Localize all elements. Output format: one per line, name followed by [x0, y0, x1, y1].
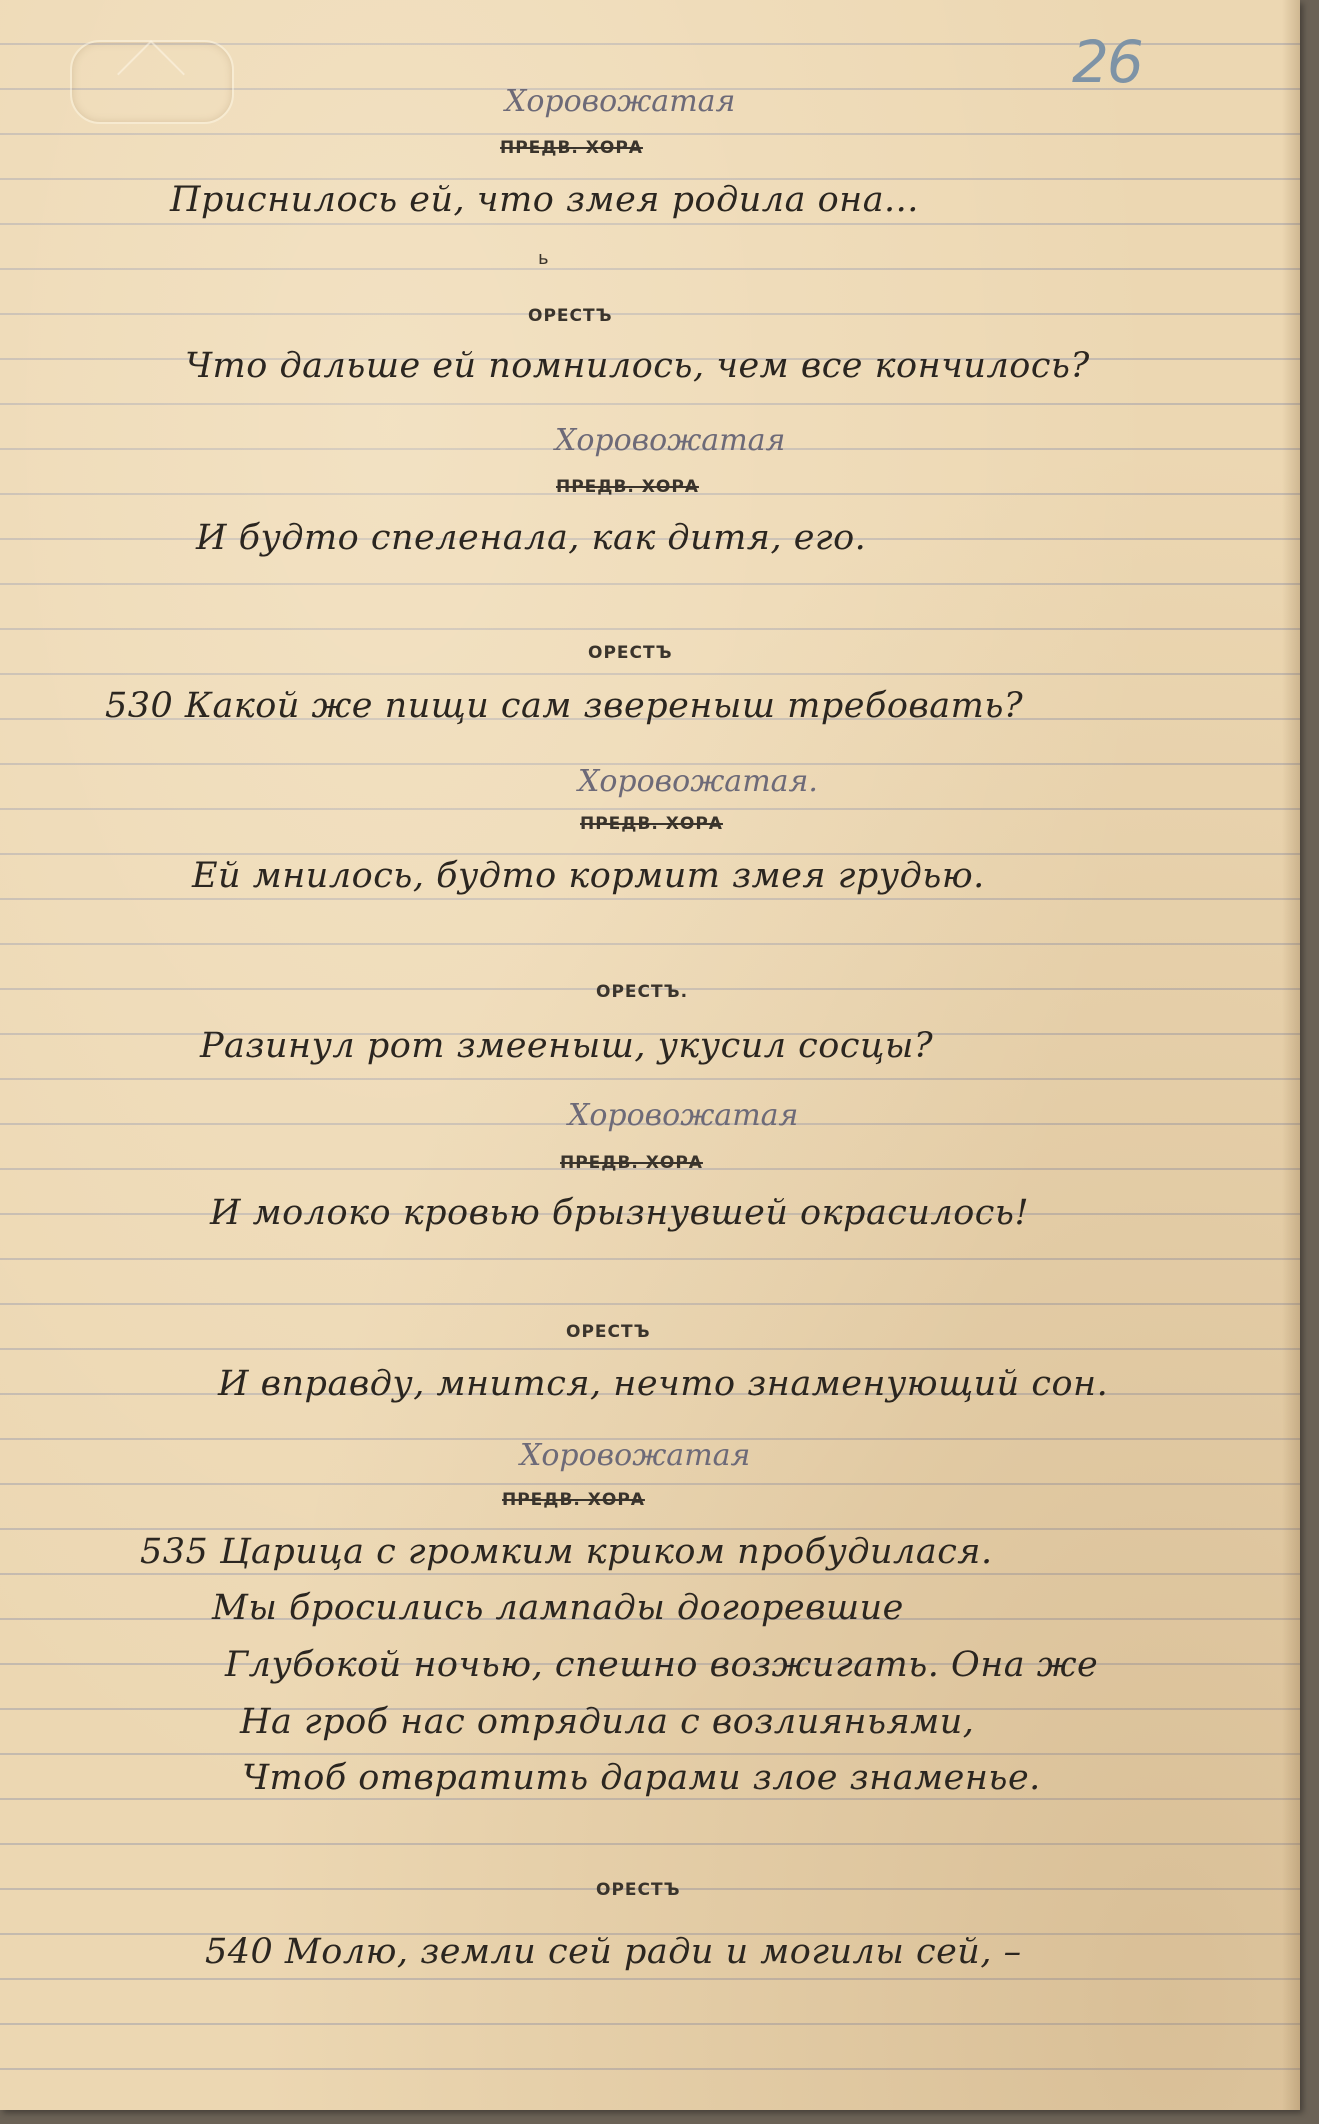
verse-line: Разинул рот змееныш, укусил сосцы?: [200, 1026, 934, 1066]
verse-line: На гроб нас отрядила с возлияньями,: [240, 1702, 975, 1742]
verse-line: И молоко кровью брызнувшей окрасилось!: [210, 1193, 1030, 1233]
verse-line: 535 Царица с громким криком пробудилася.: [140, 1532, 993, 1572]
verse-line: Приснилось ей, что змея родила она...: [170, 180, 919, 220]
speaker-correction: Хоровожатая: [568, 1098, 799, 1133]
verse-line: 540 Молю, земли сей ради и могилы сей, –: [205, 1932, 1022, 1972]
page-number: 26: [1072, 28, 1142, 96]
verse-line: 530 Какой же пищи сам звереныш требовать?: [105, 686, 1024, 726]
speaker-label: ОРЕСТЪ.: [596, 982, 689, 1002]
speaker-label: ОРЕСТЪ: [528, 306, 613, 326]
verse-line: И вправду, мнится, нечто знаменующий сон.: [218, 1364, 1109, 1404]
speaker-label: ПРЕДВ. ХОРА: [560, 1153, 703, 1173]
speaker-label: ОРЕСТЪ: [588, 643, 673, 663]
speaker-label: ПРЕДВ. ХОРА: [556, 477, 699, 497]
embossed-stamp: [70, 40, 234, 124]
speaker-label: ОРЕСТЪ: [566, 1322, 651, 1342]
speaker-correction: Хоровожатая.: [578, 764, 818, 799]
speaker-correction: Хоровожатая: [505, 84, 736, 119]
speaker-label: ОРЕСТЪ: [596, 1880, 681, 1900]
verse-line: Чтоб отвратить дарами злое знаменье.: [242, 1758, 1041, 1798]
verse-line: Что дальше ей помнилось, чем все кончилось?: [185, 346, 1090, 386]
speaker-label: ПРЕДВ. ХОРА: [502, 1490, 645, 1510]
verse-line: И будто спеленала, как дитя, его.: [196, 518, 867, 558]
speaker-label: ПРЕДВ. ХОРА: [580, 814, 723, 834]
ink-mark: ь: [538, 248, 549, 269]
verse-line: Глубокой ночью, спешно возжигать. Она же: [225, 1645, 1099, 1685]
verse-line: Ей мнилось, будто кормит змея грудью.: [192, 856, 985, 896]
speaker-correction: Хоровожатая: [555, 423, 786, 458]
verse-line: Мы бросились лампады догоревшие: [212, 1588, 904, 1628]
speaker-correction: Хоровожатая: [520, 1438, 751, 1473]
speaker-label: ПРЕДВ. ХОРА: [500, 138, 643, 158]
